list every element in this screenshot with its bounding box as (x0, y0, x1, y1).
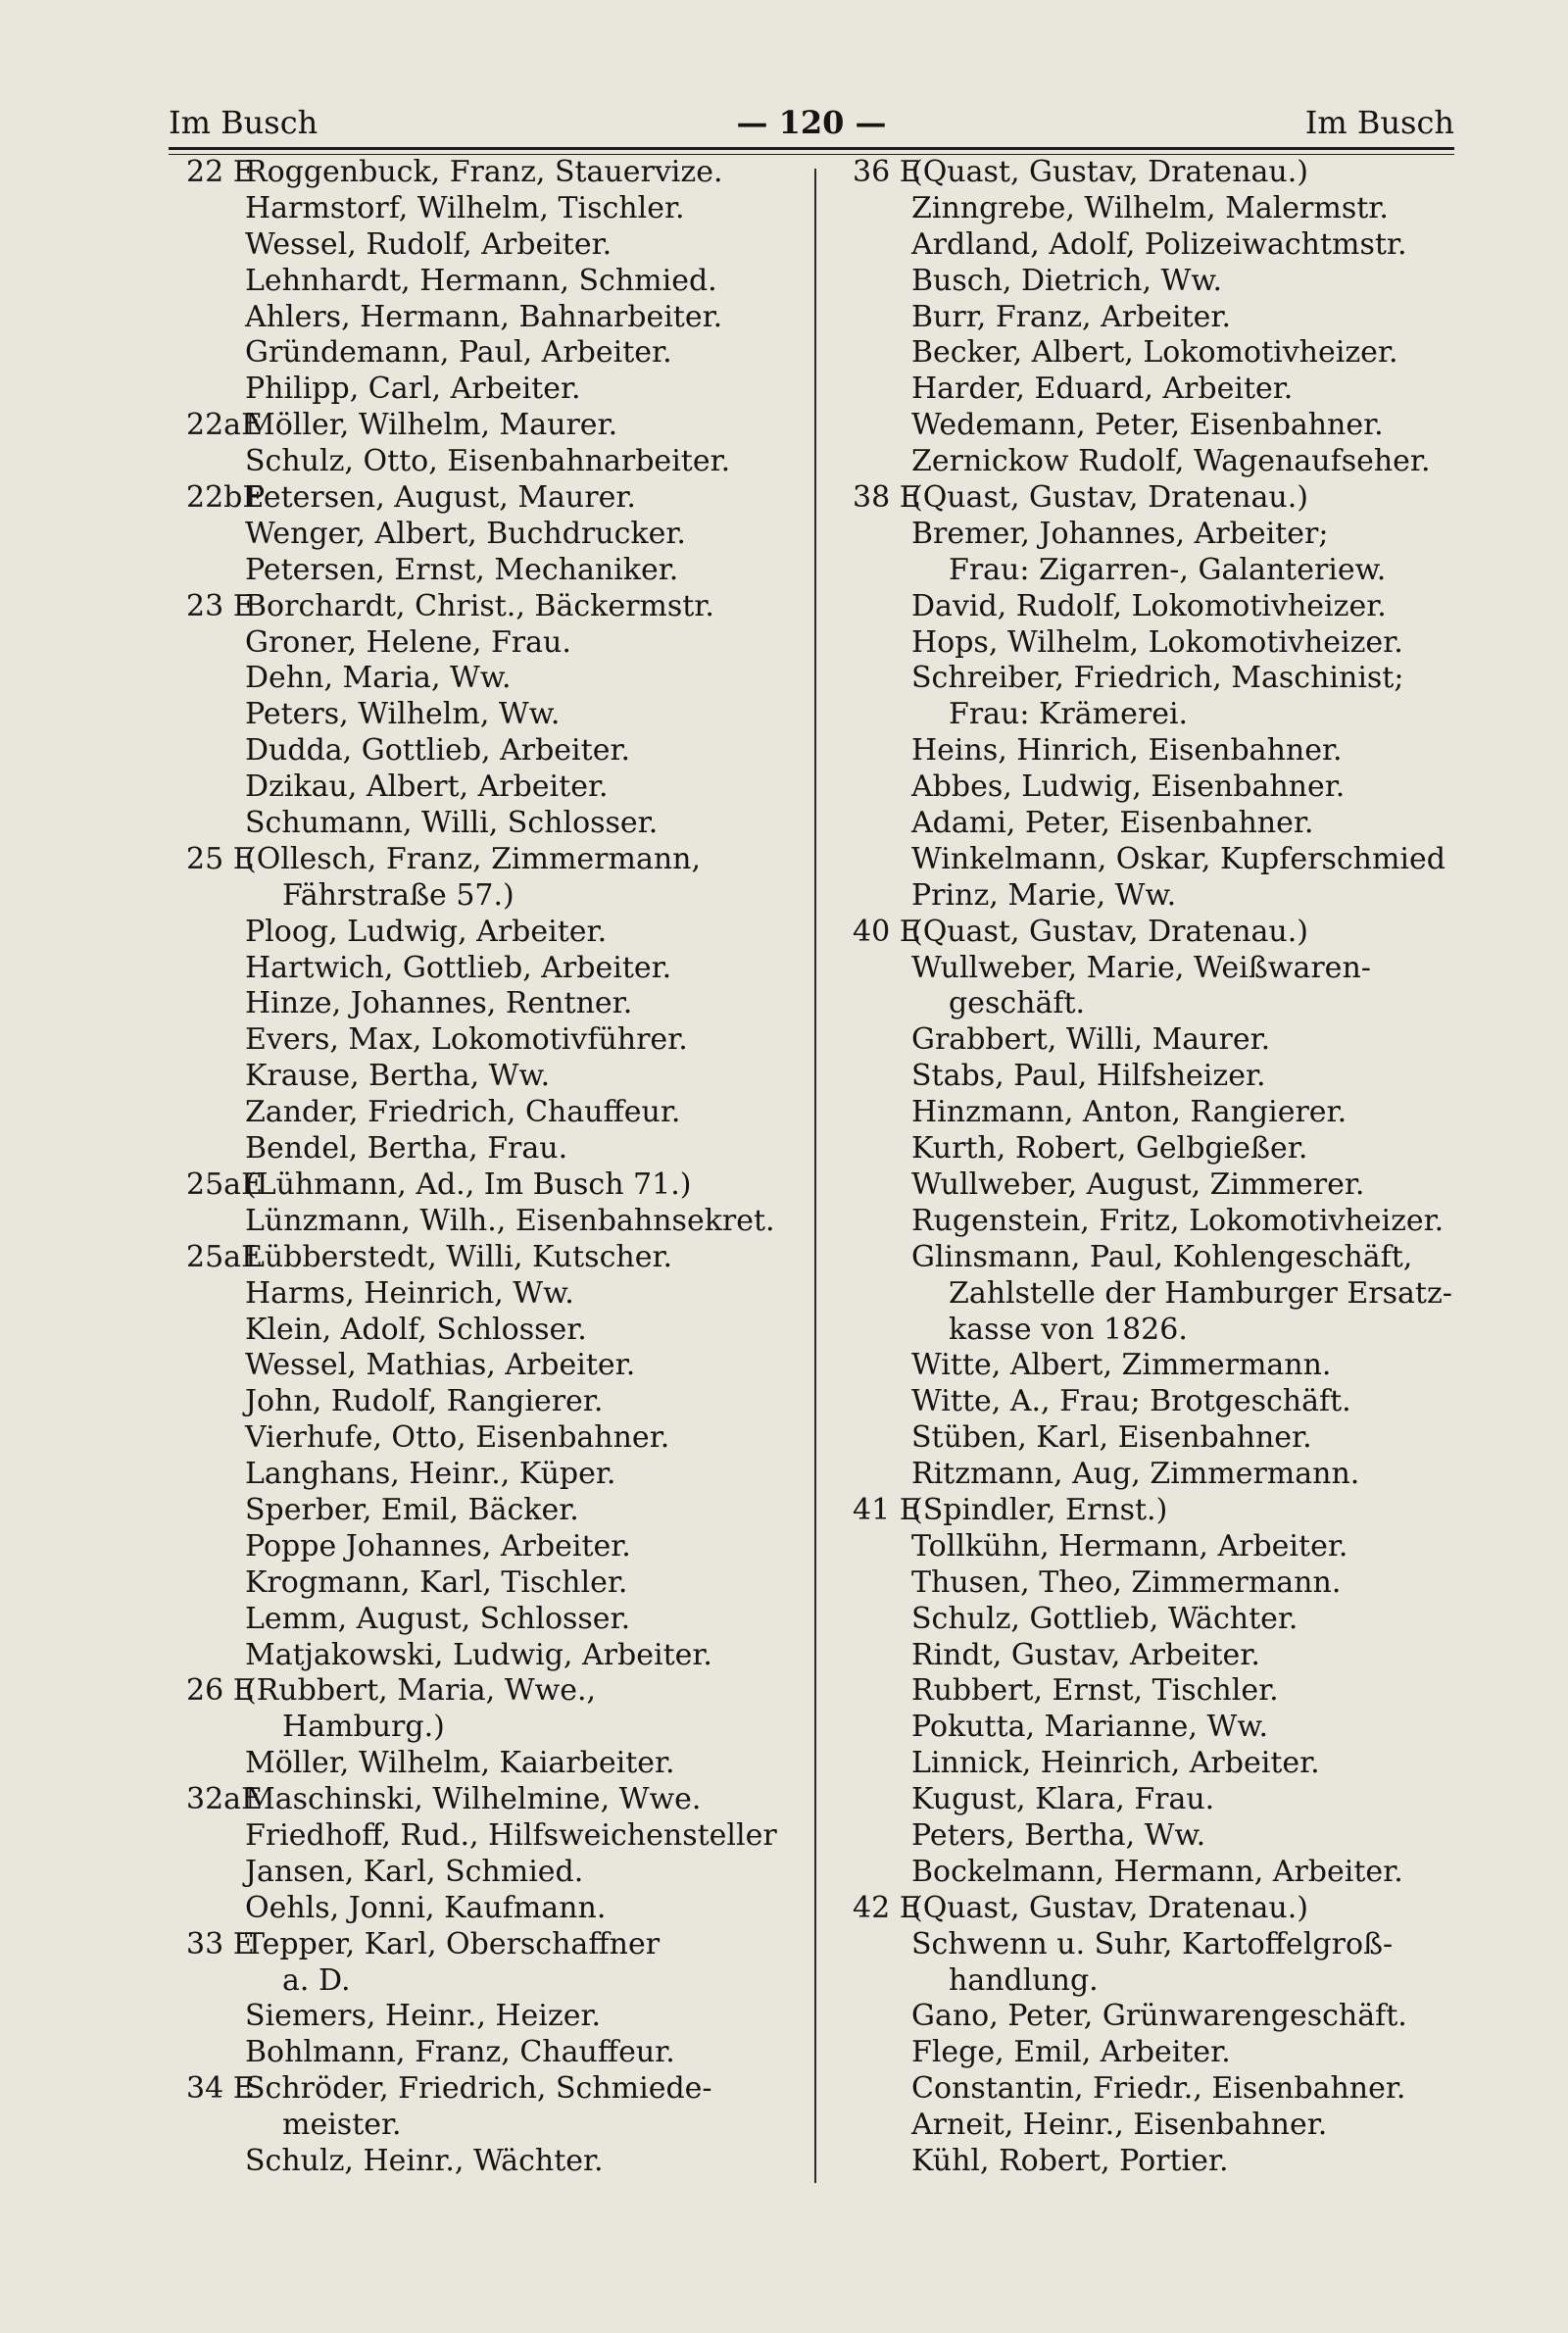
resident-entry: Winkelmann, Oskar, Kupferschmied (911, 841, 1446, 876)
right-column (853, 155, 1460, 2180)
resident-entry: (Lühmann, Ad., Im Busch 71.) (245, 1166, 692, 1202)
resident-entry: Schulz, Gottlieb, Wächter. (911, 1601, 1298, 1636)
directory-entry (186, 1240, 794, 1276)
directory-entry (853, 2108, 1460, 2144)
resident-entry: Roggenbuck, Franz, Stauervize. (245, 155, 723, 189)
resident-entry: Jansen, Karl, Schmied. (245, 1854, 584, 1889)
resident-entry: Kühl, Robert, Portier. (911, 2143, 1229, 2178)
resident-entry: Petersen, August, Maurer. (245, 480, 636, 516)
resident-entry: Harmstorf, Wilhelm, Tischler. (245, 190, 685, 225)
directory-entry (853, 661, 1460, 697)
house-number: 26 E (186, 1673, 255, 1709)
resident-entry: Schwenn u. Suhr, Kartoffelgroß- (911, 1926, 1394, 1961)
directory-entry (853, 951, 1460, 987)
directory-entry (186, 1313, 794, 1349)
directory-entry (186, 1782, 794, 1818)
directory-entry (853, 1963, 1460, 2000)
directory-entry (853, 2035, 1460, 2071)
house-number: 34 E (186, 2071, 255, 2107)
house-number: 36 E (853, 155, 921, 189)
house-number: 22 E (186, 155, 255, 189)
directory-entry (186, 1167, 794, 1204)
resident-entry: (Quast, Gustav, Dratenau.) (911, 155, 1308, 189)
directory-entry (853, 1059, 1460, 1095)
header-street-left: Im Busch (169, 104, 318, 141)
resident-entry: Schumann, Willi, Schlosser. (245, 806, 659, 841)
resident-entry: Flege, Emil, Arbeiter. (911, 2035, 1231, 2070)
resident-entry: Grabbert, Willi, Maurer. (911, 1022, 1271, 1058)
directory-entry (853, 878, 1460, 915)
directory-entry (853, 1384, 1460, 1420)
directory-entry (186, 1602, 794, 1638)
directory-entry (186, 915, 794, 951)
directory-entry (853, 1457, 1460, 1493)
directory-entry (186, 1384, 794, 1420)
resident-entry: Constantin, Friedr., Eisenbahner. (911, 2071, 1406, 2107)
directory-entry (853, 1022, 1460, 1059)
resident-entry: Harms, Heinrich, Ww. (245, 1275, 574, 1311)
house-number: 25 E (186, 841, 255, 876)
resident-entry: Philipp, Carl, Arbeiter. (245, 372, 581, 407)
directory-entry (853, 1602, 1460, 1638)
directory-entry (186, 1493, 794, 1529)
directory-entry (186, 1529, 794, 1565)
resident-entry: (Quast, Gustav, Dratenau.) (911, 914, 1308, 949)
resident-entry: kasse von 1826. (949, 1312, 1188, 1347)
directory-entry (853, 155, 1460, 191)
directory-entry (853, 1420, 1460, 1457)
resident-entry: Groner, Helene, Frau. (245, 624, 571, 660)
header-rule-thick (169, 147, 1454, 150)
directory-entry (186, 1457, 794, 1493)
directory-entry (853, 733, 1460, 769)
resident-entry: Busch, Dietrich, Ww. (911, 263, 1223, 298)
resident-entry: Gründemann, Paul, Arbeiter. (245, 335, 672, 371)
resident-entry: Friedhoff, Rud., Hilfsweichensteller (245, 1817, 777, 1853)
resident-entry: Fährstraße 57.) (282, 877, 514, 913)
resident-entry: Wessel, Rudolf, Arbeiter. (245, 226, 612, 262)
resident-entry: Lehnhardt, Hermann, Schmied. (245, 263, 717, 298)
directory-entry (186, 769, 794, 806)
resident-entry: Möller, Wilhelm, Maurer. (245, 408, 618, 443)
resident-entry: Kurth, Robert, Gelbgießer. (911, 1131, 1308, 1166)
directory-entry (186, 335, 794, 372)
resident-entry: Klein, Adolf, Schlosser. (245, 1312, 587, 1347)
directory-entry (186, 408, 794, 444)
resident-entry: Ploog, Ludwig, Arbeiter. (245, 914, 608, 949)
resident-entry: Prinz, Marie, Ww. (911, 877, 1177, 913)
resident-entry: Peters, Bertha, Ww. (911, 1817, 1206, 1853)
directory-entry (186, 1420, 794, 1457)
resident-entry: Bremer, Johannes, Arbeiter; (911, 516, 1329, 551)
directory-entry (853, 1673, 1460, 1710)
page-header (169, 98, 1454, 143)
resident-entry: Krause, Bertha, Ww. (245, 1059, 551, 1094)
resident-entry: Lemm, August, Schlosser. (245, 1601, 631, 1636)
directory-entry (853, 1855, 1460, 1891)
resident-entry: Poppe Johannes, Arbeiter. (245, 1528, 631, 1564)
directory-entry (186, 2071, 794, 2108)
directory-entry (853, 769, 1460, 806)
resident-entry: Schulz, Heinr., Wächter. (245, 2143, 604, 2178)
resident-entry: Oehls, Jonni, Kaufmann. (245, 1890, 607, 1925)
resident-entry: Wessel, Mathias, Arbeiter. (245, 1348, 636, 1383)
directory-entry (853, 806, 1460, 842)
resident-entry: John, Rudolf, Rangierer. (245, 1384, 604, 1419)
directory-entry (186, 1022, 794, 1059)
resident-entry: Evers, Max, Lokomotivführer. (245, 1022, 688, 1058)
resident-entry: Zahlstelle der Hamburger Ersatz- (949, 1275, 1452, 1311)
directory-entry (853, 444, 1460, 480)
resident-entry: Frau: Zigarren-, Galanteriew. (949, 552, 1387, 587)
resident-entry: Schreiber, Friedrich, Maschinist; (911, 661, 1404, 696)
directory-entry (186, 697, 794, 733)
directory-entry (186, 444, 794, 480)
directory-entry (186, 264, 794, 300)
directory-entry (853, 1348, 1460, 1384)
resident-entry: Stüben, Karl, Eisenbahner. (911, 1420, 1312, 1456)
resident-entry: Sperber, Emil, Bäcker. (245, 1492, 579, 1527)
directory-entry (186, 191, 794, 227)
column-divider (814, 169, 816, 2183)
directory-entry (853, 1276, 1460, 1313)
resident-entry: Vierhufe, Otto, Eisenbahner. (245, 1420, 670, 1456)
directory-entry (186, 1059, 794, 1095)
directory-entry (853, 480, 1460, 517)
resident-entry: Wedemann, Peter, Eisenbahner. (911, 408, 1384, 443)
directory-entry (853, 986, 1460, 1022)
resident-entry: Thusen, Theo, Zimmermann. (911, 1564, 1342, 1600)
directory-entry (186, 1963, 794, 2000)
resident-entry: Schröder, Friedrich, Schmiede- (245, 2071, 712, 2107)
directory-entry (186, 1204, 794, 1240)
resident-entry: (Rubbert, Maria, Wwe., (245, 1673, 597, 1709)
resident-entry: Pokutta, Marianne, Ww. (911, 1710, 1268, 1745)
resident-entry: Harder, Eduard, Arbeiter. (911, 372, 1294, 407)
resident-entry: Dehn, Maria, Ww. (245, 661, 512, 696)
resident-entry: Witte, A., Frau; Brotgeschäft. (911, 1384, 1351, 1419)
resident-entry: Dzikau, Albert, Arbeiter. (245, 769, 609, 805)
resident-entry: Heins, Hinrich, Eisenbahner. (911, 733, 1343, 769)
resident-entry: Rubbert, Ernst, Tischler. (911, 1673, 1279, 1709)
resident-entry: Krogmann, Karl, Tischler. (245, 1564, 628, 1600)
resident-entry: handlung. (949, 1962, 1099, 1998)
directory-entry (853, 1818, 1460, 1855)
resident-entry: meister. (282, 2108, 402, 2143)
directory-entry (186, 2144, 794, 2180)
resident-entry: Hinze, Johannes, Rentner. (245, 986, 633, 1021)
directory-entry (186, 1276, 794, 1313)
resident-entry: Becker, Albert, Lokomotivheizer. (911, 335, 1398, 371)
directory-entry (186, 1710, 794, 1746)
directory-entry (853, 1891, 1460, 1927)
directory-entry (186, 2108, 794, 2144)
resident-entry: a. D. (282, 1962, 351, 1998)
resident-entry: Zinngrebe, Wilhelm, Malermstr. (911, 190, 1389, 225)
resident-entry: Wullweber, Marie, Weißwaren- (911, 950, 1371, 985)
directory-entry (853, 1638, 1460, 1674)
resident-entry: geschäft. (949, 986, 1086, 1021)
resident-entry: Bendel, Bertha, Frau. (245, 1131, 568, 1166)
house-number: 25aE (186, 1239, 263, 1274)
directory-entry (186, 661, 794, 697)
directory-entry (186, 1891, 794, 1927)
left-column (186, 155, 794, 2180)
header-street-right: Im Busch (1304, 104, 1454, 141)
directory-entry (186, 553, 794, 589)
directory-entry (186, 986, 794, 1022)
house-number: 41 E (853, 1492, 921, 1527)
directory-entry (853, 300, 1460, 336)
resident-entry: David, Rudolf, Lokomotivheizer. (911, 588, 1387, 623)
resident-entry: Ahlers, Hermann, Bahnarbeiter. (245, 299, 723, 334)
resident-entry: Rugenstein, Fritz, Lokomotivheizer. (911, 1203, 1445, 1238)
directory-entry (853, 1999, 1460, 2035)
directory-entry (186, 733, 794, 769)
directory-entry (853, 2071, 1460, 2108)
directory-entry (853, 1746, 1460, 1782)
directory-entry (186, 372, 794, 408)
directory-entry (853, 1782, 1460, 1818)
resident-entry: Zander, Friedrich, Chauffeur. (245, 1095, 681, 1130)
resident-entry: Lübberstedt, Willi, Kutscher. (245, 1239, 673, 1274)
directory-entry (186, 1348, 794, 1384)
resident-entry: Abbes, Ludwig, Eisenbahner. (911, 769, 1346, 805)
resident-entry: (Quast, Gustav, Dratenau.) (911, 480, 1308, 516)
directory-entry (853, 1493, 1460, 1529)
directory-entry (186, 878, 794, 915)
resident-entry: Tepper, Karl, Oberschaffner (245, 1926, 661, 1961)
resident-entry: Dudda, Gottlieb, Arbeiter. (245, 733, 631, 769)
resident-entry: Tollkühn, Hermann, Arbeiter. (911, 1528, 1348, 1564)
directory-entry (853, 915, 1460, 951)
house-number: 25aE (186, 1166, 263, 1202)
resident-entry: (Ollesch, Franz, Zimmermann, (245, 841, 702, 876)
directory-entry (186, 1638, 794, 1674)
directory-entry (186, 1131, 794, 1167)
resident-entry: Hops, Wilhelm, Lokomotivheizer. (911, 624, 1403, 660)
resident-entry: Möller, Wilhelm, Kaiarbeiter. (245, 1746, 675, 1781)
directory-entry (853, 517, 1460, 553)
directory-entry (853, 1710, 1460, 1746)
directory-entry (853, 2144, 1460, 2180)
house-number: 40 E (853, 914, 921, 949)
directory-entry (853, 335, 1460, 372)
house-number: 22bE (186, 480, 265, 516)
house-number: 42 E (853, 1890, 921, 1925)
directory-entry (186, 1746, 794, 1782)
resident-entry: Ardland, Adolf, Polizeiwachtmstr. (911, 226, 1407, 262)
directory-entry (853, 1529, 1460, 1565)
resident-entry: Adami, Peter, Eisenbahner. (911, 806, 1314, 841)
directory-entry (186, 625, 794, 662)
resident-entry: Hartwich, Gottlieb, Arbeiter. (245, 950, 672, 985)
directory-entry (186, 227, 794, 264)
resident-entry: Lünzmann, Wilh., Eisenbahnsekret. (245, 1203, 775, 1238)
directory-entry (186, 2035, 794, 2071)
directory-entry (186, 517, 794, 553)
directory-entry (853, 553, 1460, 589)
directory-entry (853, 1565, 1460, 1602)
resident-entry: (Quast, Gustav, Dratenau.) (911, 1890, 1308, 1925)
resident-entry: Maschinski, Wilhelmine, Wwe. (245, 1782, 702, 1817)
directory-entry (853, 1131, 1460, 1167)
resident-entry: Borchardt, Christ., Bäckermstr. (245, 588, 714, 623)
resident-entry: Ritzmann, Aug, Zimmermann. (911, 1457, 1360, 1492)
directory-entry (186, 480, 794, 517)
resident-entry: Hinzmann, Anton, Rangierer. (911, 1095, 1348, 1130)
resident-entry: Siemers, Heinr., Heizer. (245, 1999, 602, 2034)
resident-entry: Bohlmann, Franz, Chauffeur. (245, 2035, 675, 2070)
directory-entry (853, 697, 1460, 733)
directory-entry (186, 1095, 794, 1131)
resident-entry: Matjakowski, Ludwig, Arbeiter. (245, 1637, 712, 1672)
resident-entry: Peters, Wilhelm, Ww. (245, 697, 561, 732)
directory-entry (853, 408, 1460, 444)
directory-entry (186, 1818, 794, 1855)
house-number: 23 E (186, 588, 255, 623)
house-number: 22aE (186, 408, 263, 443)
directory-entry (186, 806, 794, 842)
resident-entry: Kugust, Klara, Frau. (911, 1782, 1215, 1817)
directory-entry (186, 1999, 794, 2035)
directory-entry (853, 1095, 1460, 1131)
directory-entry (853, 372, 1460, 408)
directory-entry (186, 589, 794, 625)
directory-entry (853, 1240, 1460, 1276)
directory-entry (853, 1167, 1460, 1204)
house-number: 33 E (186, 1926, 255, 1961)
directory-entry (186, 1927, 794, 1963)
directory-entry (186, 300, 794, 336)
resident-entry: Hamburg.) (282, 1710, 445, 1745)
resident-entry: Wenger, Albert, Buchdrucker. (245, 516, 686, 551)
directory-entry (853, 589, 1460, 625)
resident-entry: Rindt, Gustav, Arbeiter. (911, 1637, 1260, 1672)
directory-entry (853, 842, 1460, 878)
directory-entry (853, 191, 1460, 227)
directory-entry (853, 1204, 1460, 1240)
directory-entry (186, 155, 794, 191)
directory-entry (186, 1855, 794, 1891)
resident-entry: Petersen, Ernst, Mechaniker. (245, 552, 679, 587)
directory-entry (853, 264, 1460, 300)
resident-entry: Zernickow Rudolf, Wagenaufseher. (911, 444, 1431, 479)
page-number: — 120 — (736, 104, 887, 141)
resident-entry: Frau: Krämerei. (949, 697, 1189, 732)
directory-entry (186, 1565, 794, 1602)
resident-entry: Langhans, Heinr., Küper. (245, 1457, 616, 1492)
resident-entry: Stabs, Paul, Hilfsheizer. (911, 1059, 1266, 1094)
resident-entry: Schulz, Otto, Eisenbahnarbeiter. (245, 444, 731, 479)
resident-entry: Burr, Franz, Arbeiter. (911, 299, 1232, 334)
directory-entry (853, 227, 1460, 264)
resident-entry: Linnick, Heinrich, Arbeiter. (911, 1746, 1320, 1781)
directory-entry (186, 842, 794, 878)
house-number: 38 E (853, 480, 921, 516)
directory-entry (853, 1927, 1460, 1963)
directory-entry (853, 1313, 1460, 1349)
resident-entry: Witte, Albert, Zimmermann. (911, 1348, 1332, 1383)
directory-entry (186, 1673, 794, 1710)
resident-entry: Bockelmann, Hermann, Arbeiter. (911, 1854, 1403, 1889)
resident-entry: Arneit, Heinr., Eisenbahner. (911, 2108, 1328, 2143)
resident-entry: (Spindler, Ernst.) (911, 1492, 1168, 1527)
directory-entry (186, 951, 794, 987)
house-number: 32aE (186, 1782, 263, 1817)
resident-entry: Glinsmann, Paul, Kohlengeschäft, (911, 1239, 1413, 1274)
resident-entry: Wullweber, August, Zimmerer. (911, 1166, 1365, 1202)
resident-entry: Gano, Peter, Grünwarengeschäft. (911, 1999, 1407, 2034)
directory-entry (853, 625, 1460, 662)
